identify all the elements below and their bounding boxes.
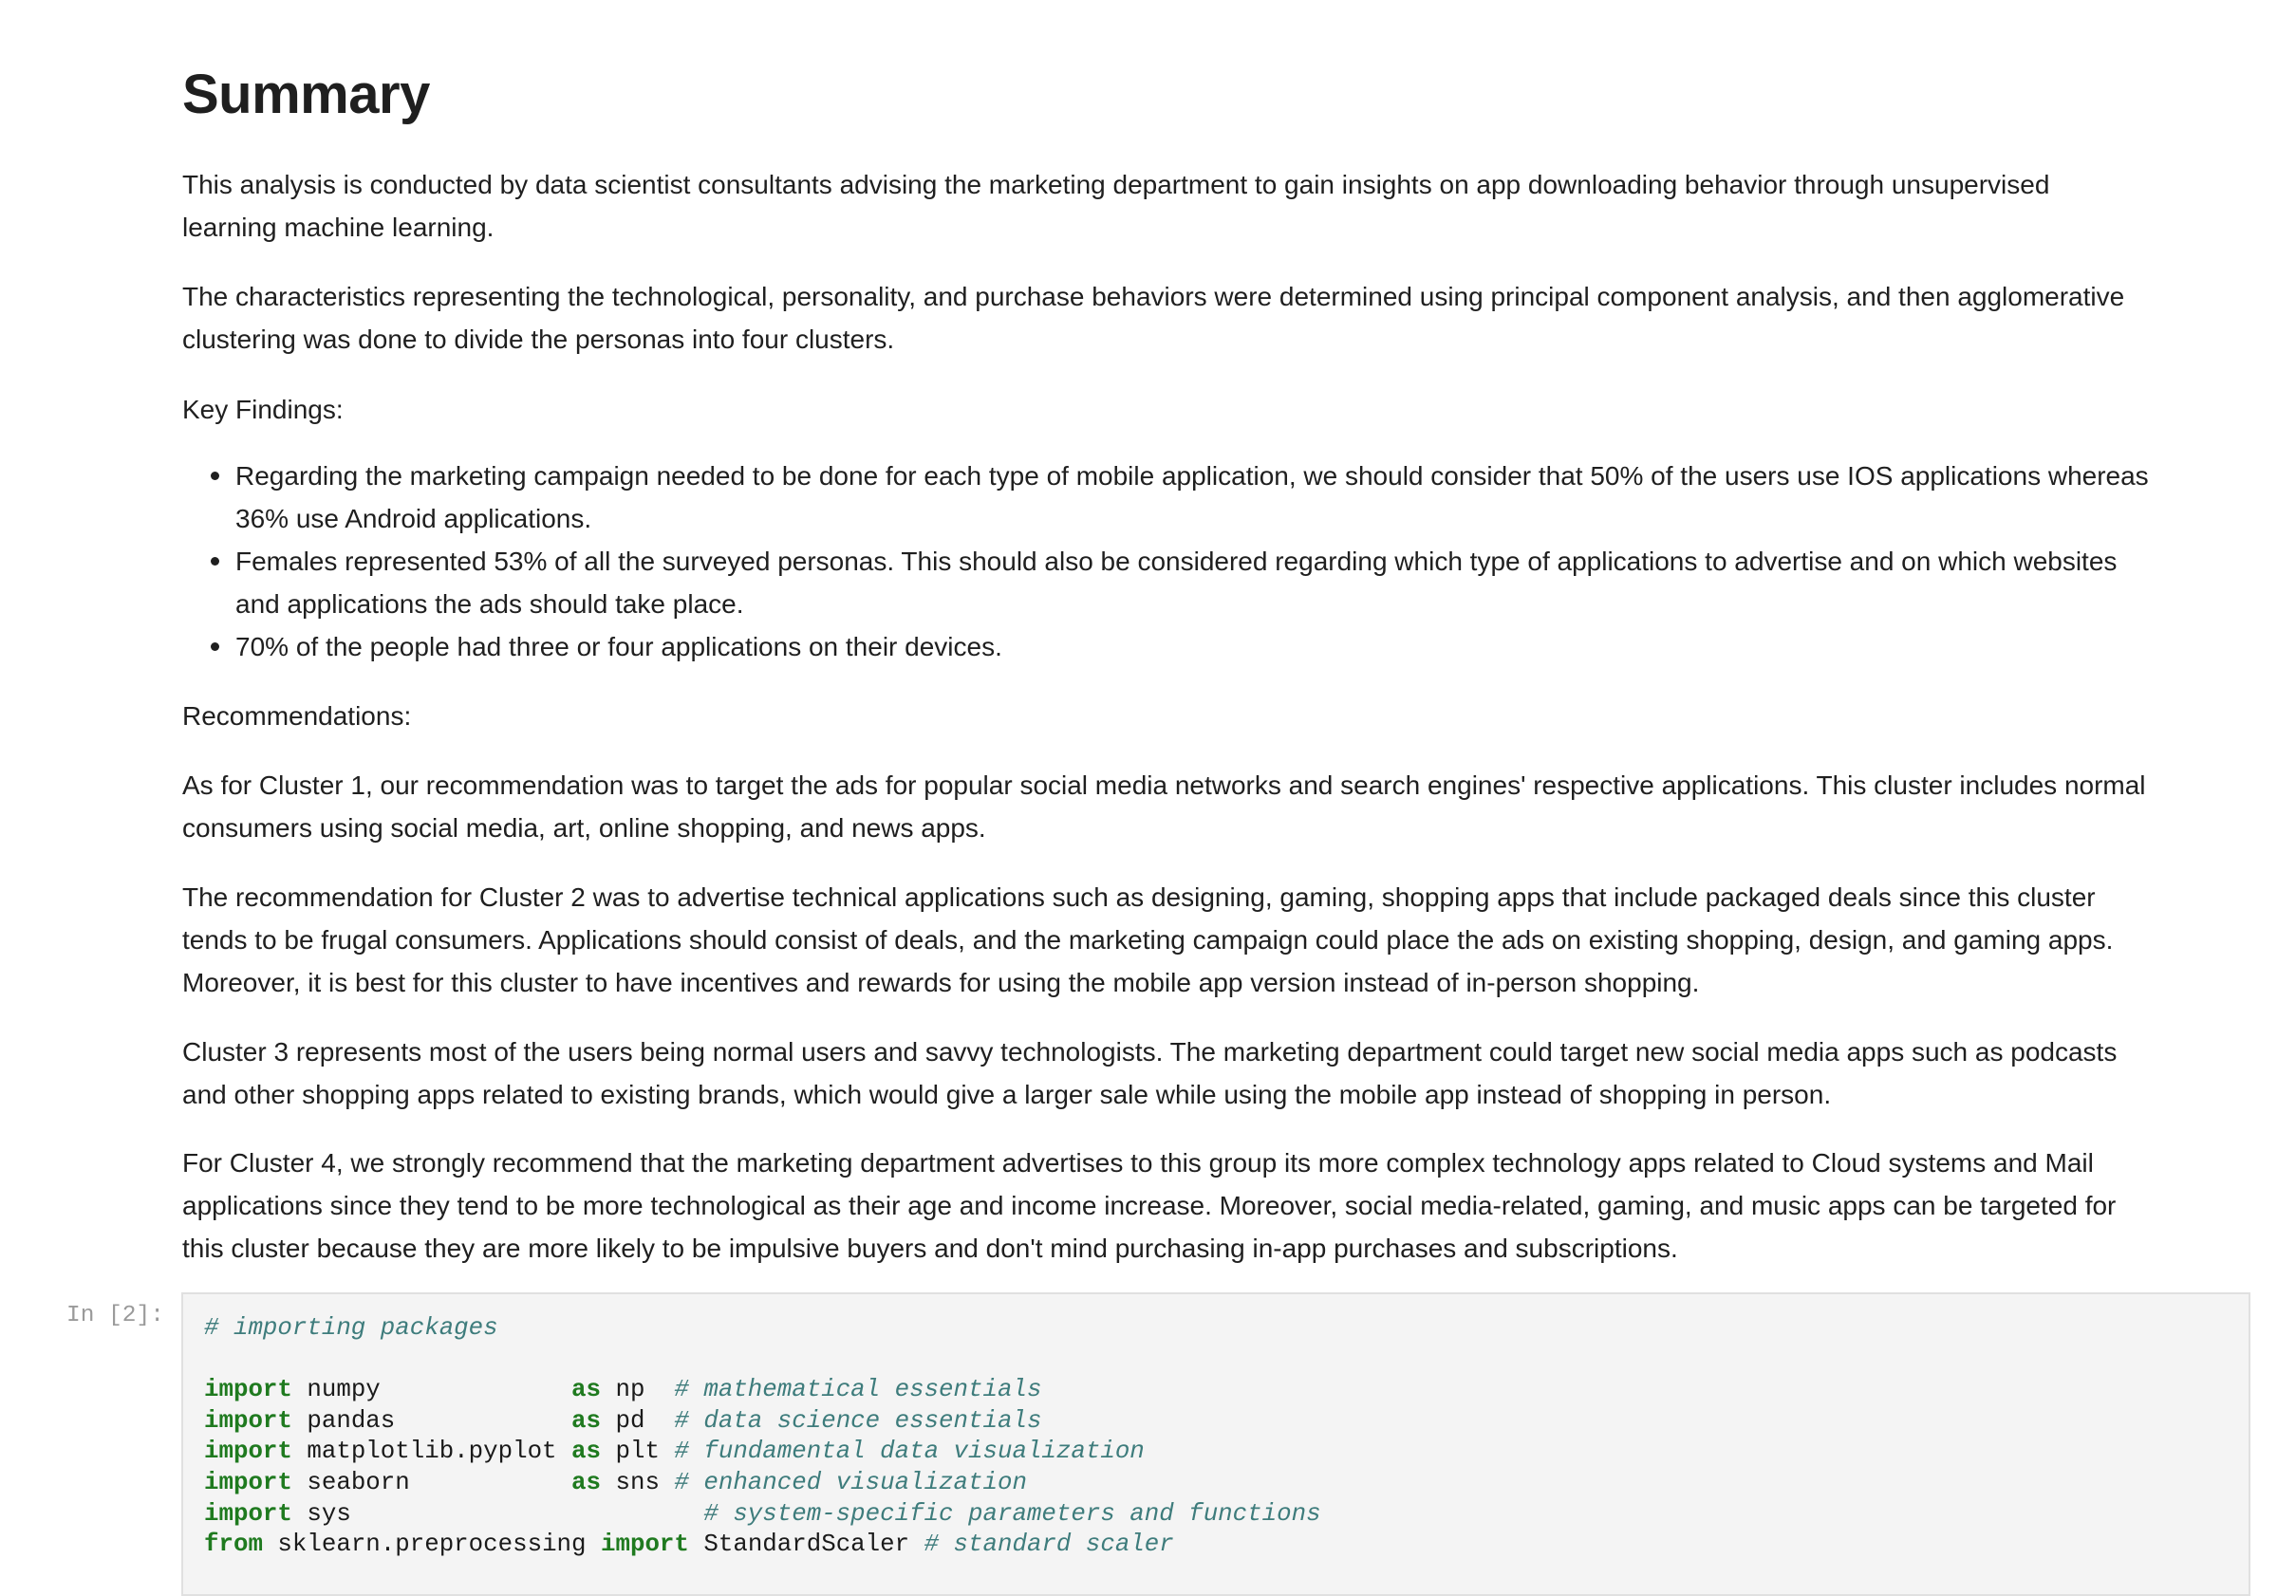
comment-token: # standard scaler [924,1531,1174,1559]
keyword-token: as [571,1438,601,1466]
code-line [204,1468,1321,1499]
code-token: matplotlib.pyplot [291,1438,572,1466]
code-cell-editor[interactable] [181,1292,2250,1596]
method-paragraph [182,275,2124,361]
code-token: np [601,1376,675,1404]
text-line: Cluster 3 represents most of the users being normal users and savvy technologists. The marketing department could target new social media apps such as podcasts [182,1037,2118,1067]
code-line [204,1313,1321,1345]
bullet-icon [211,557,219,566]
comment-token: # importing packages [204,1314,498,1342]
text-line: The characteristics representing the technological, personality, and purchase behaviors were determined using principal component analysis, and then agglomerative [182,282,2125,311]
text-line: this cluster because they are more likely to be impulsive buyers and don't mind purchasing in-app purchases and subscriptions. [182,1234,1678,1263]
text-line: 70% of the people had three or four applications on their devices. [235,632,1002,661]
code-line [204,1530,1321,1561]
code-line [204,1406,1321,1438]
list-item [182,540,2149,625]
comment-token: # fundamental data visualization [674,1438,1145,1466]
text-line: learning machine learning. [182,213,495,242]
code-token: pandas [291,1406,572,1435]
text-line: clustering was done to divide the personas into four clusters. [182,325,895,354]
keyword-token: import [204,1406,292,1435]
recommendations-label [182,695,411,737]
text-line: Moreover, it is best for this cluster to have incentives and rewards for using the mobile app version instead of in-person shopping. [182,968,1700,997]
key-findings-list [182,455,2149,668]
intro-paragraph [182,163,2049,249]
cluster-4-paragraph [182,1141,2116,1270]
cluster-2-paragraph [182,876,2113,1004]
code-token: numpy [291,1376,572,1404]
comment-token: # mathematical essentials [674,1376,1042,1404]
text-line: Recommendations: [182,701,412,731]
code-line [204,1499,1321,1531]
text-line: consumers using social media, art, online shopping, and news apps. [182,813,986,843]
text-line: 36% use Android applications. [235,504,592,533]
cluster-3-paragraph [182,1030,2117,1116]
bullet-icon [211,642,219,651]
input-prompt: In [2]: [66,1303,164,1328]
text-line: This analysis is conducted by data scientist consultants advising the marketing department to gain insights on app downloading behavior through unsupervised [182,170,2050,199]
comment-token: # enhanced visualization [674,1468,1027,1496]
text-line: For Cluster 4, we strongly recommend that the marketing department advertises to this group its more complex technology apps related to Cloud systems and Mail [182,1148,2094,1178]
code-line [204,1437,1321,1468]
code-token: StandardScaler [688,1531,924,1559]
text-line: and applications the ads should take place. [235,589,744,619]
summary-heading: Summary [182,64,430,125]
keyword-token: as [571,1468,601,1496]
code-token: sys [291,1499,704,1528]
code-token: sklearn.preprocessing [262,1531,601,1559]
code-token: pd [601,1406,675,1435]
keyword-token: import [204,1438,292,1466]
list-item [182,455,2149,540]
list-item [182,625,2149,668]
text-line: applications since they tend to be more technological as their age and income increase. Moreover, social media-related, gaming, and music apps can be targeted for [182,1191,2117,1220]
code-line [204,1345,1321,1376]
keyword-token: import [204,1499,292,1528]
text-line: Regarding the marketing campaign needed to be done for each type of mobile application, we should consider that 50% of the users use IOS applications whereas [235,461,2149,491]
code-text[interactable] [204,1313,1321,1561]
keyword-token: from [204,1531,263,1559]
code-token: seaborn [291,1468,572,1496]
text-line: and other shopping apps related to existing brands, which would give a larger sale while using the mobile app instead of shopping in person. [182,1080,1832,1109]
comment-token: # data science essentials [674,1406,1042,1435]
keyword-token: as [571,1406,601,1435]
text-line: The recommendation for Cluster 2 was to advertise technical applications such as designing, gaming, shopping apps that include packaged deals since this cluster [182,882,2096,912]
bullet-icon [211,472,219,480]
text-line: tends to be frugal consumers. Applications should consist of deals, and the marketing campaign could place the ads on existing shopping, design, and gaming apps. [182,925,2114,955]
key-findings-label [182,388,344,431]
text-line: Key Findings: [182,395,344,424]
cluster-1-paragraph [182,764,2146,849]
comment-token: # system-specific parameters and functions [703,1499,1321,1528]
code-line [204,1375,1321,1406]
text-line: Females represented 53% of all the surveyed personas. This should also be considered regarding which type of applications to advertise and on which websites [235,547,2118,576]
code-token: sns [601,1468,675,1496]
text-line: As for Cluster 1, our recommendation was to target the ads for popular social media networks and search engines' respective applications. This cluster includes normal [182,770,2146,800]
code-token: plt [601,1438,675,1466]
keyword-token: as [571,1376,601,1404]
keyword-token: import [601,1531,689,1559]
keyword-token: import [204,1376,292,1404]
keyword-token: import [204,1468,292,1496]
